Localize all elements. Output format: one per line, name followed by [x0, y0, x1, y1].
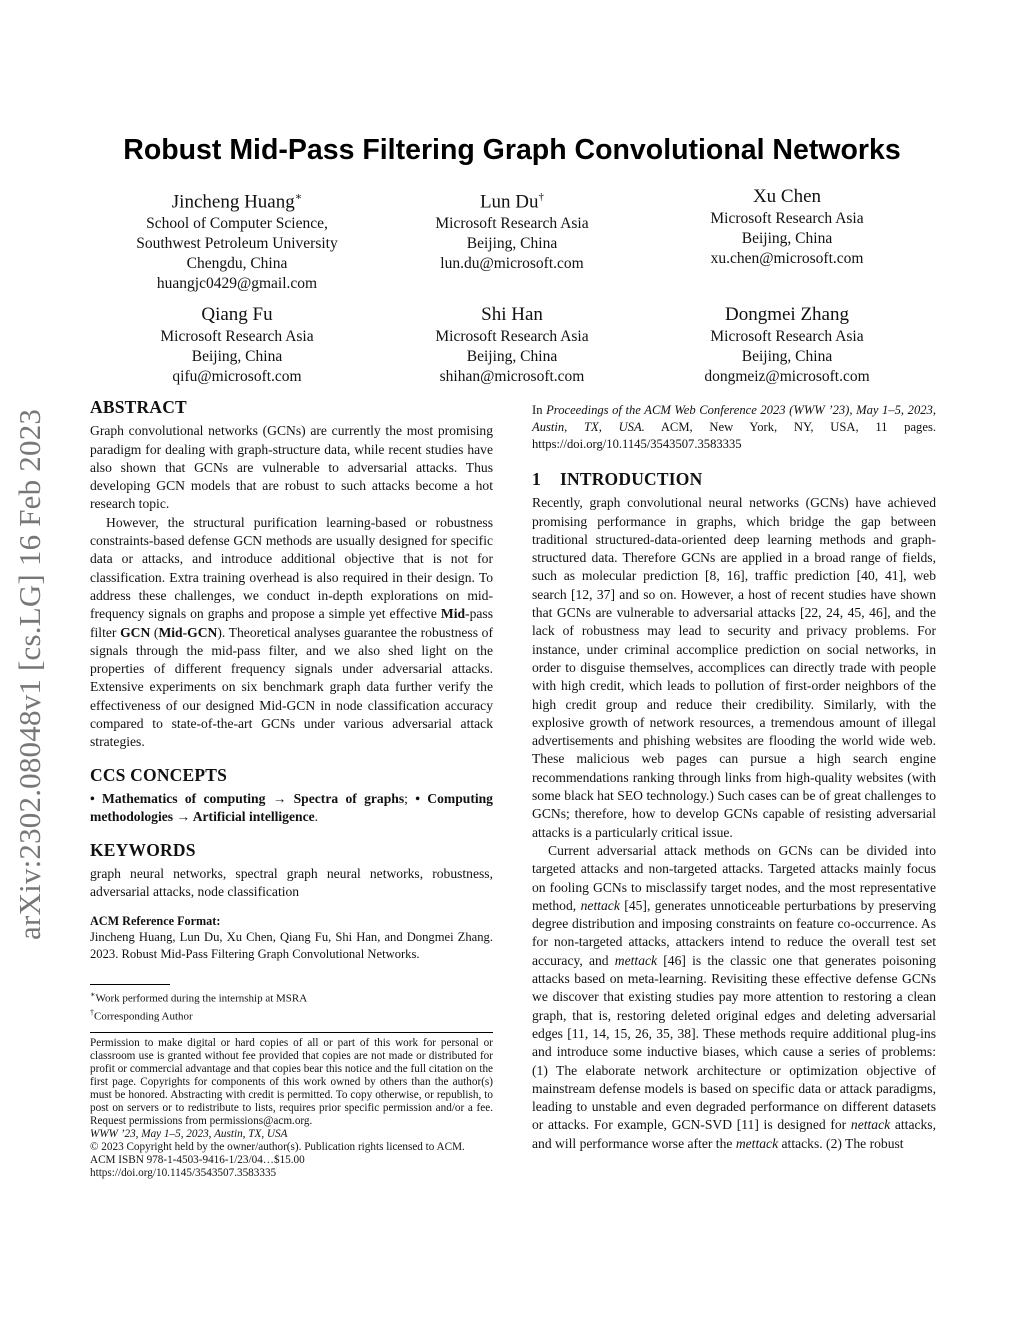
author-affiliation: Microsoft Research Asia: [435, 215, 589, 233]
arxiv-sidebar-stamp: arXiv:2302.08048v1 [cs.LG] 16 Feb 2023: [12, 408, 47, 940]
section-number: 1: [532, 469, 541, 489]
author-affiliation: Microsoft Research Asia: [160, 328, 314, 345]
acm-ref-prefix: In: [532, 403, 547, 417]
footnote-rule: [90, 984, 170, 985]
author-name: Dongmei Zhang: [724, 304, 849, 325]
keywords-heading: KEYWORDS: [90, 839, 196, 860]
author-mark: †: [538, 191, 545, 203]
footnote-item: [90, 988, 307, 1006]
copyright-line: © 2023 Copyright held by the owner/author(s). Publication rights licensed to ACM.: [90, 1141, 465, 1153]
acm-ref-suffix: ACM, New York, NY, USA, 11 pages. https://doi.org/10.1145/3543507.3583335: [532, 420, 936, 451]
intro-italic-term: mettack: [735, 1135, 779, 1151]
paper-title: Robust Mid-Pass Filtering Graph Convolutional Networks: [123, 134, 901, 166]
author-name: Lun Du: [479, 191, 539, 213]
intro-paragraph-1: Recently, graph convolutional neural networks (GCNs) have achieved promising performance in graphs, which bridge the gap between traditional structured-data-oriented deep learning methods and graph-structured data. Therefore GCNs are applied in a broad range of fields, such as molecular prediction [8, 16], traffic prediction [40, 41], web search [12, 37] and so on. However, a host of recent studies have shown that GCNs are vulnerable to adversarial attacks [22, 24, 45, 46], and the lack of robustness may lead to security and privacy problems. For instance, under criminal accomplice prediction on social networks, in order to disguise themselves, accomplices can directly trade with people with high credit, which leads to pollution of first-order neighbors of the high credit group and reduce their credibility. Similarly, with the explosive growth of network resources, a tremendous amount of illegal advertisements and phishing websites are flooding the world wide web. These malicious web pages can pursue a high search engine recommendations ranking through links from high-quality websites (with some black hat SEO technology.) Such cases can be of great challenges to GCNs; therefore, how to develop GCNs capable of resisting adversarial attacks is a particularly critical issue.: [532, 495, 936, 840]
left-column: [90, 398, 493, 963]
author-location: Beijing, China: [741, 230, 833, 247]
venue-line: WWW ’23, May 1–5, 2023, Austin, TX, USA: [90, 1128, 288, 1140]
ccs-concept-2: • Computing methodologies → Artificial intelligence: [90, 790, 493, 825]
acm-ref-text: Jincheng Huang, Lun Du, Xu Chen, Qiang Fu, Shi Han, and Dongmei Zhang. 2023. Robust Mid-Pass Filtering Graph Convolutional Networks.: [90, 930, 493, 962]
footnote-item: [90, 1006, 307, 1024]
acm-ref-continuation: [532, 402, 936, 453]
author-email: huangjc0429@gmail.com: [156, 275, 318, 293]
intro-text: [45], generates unnoticeable perturbations by preserving degree distribution and imposing constraints on feature co-occurrence. As for non-targeted attacks, attackers intend to reduce the overall test set accuracy, and: [532, 897, 937, 968]
intro-text: attacks. (2) The robust: [778, 1135, 904, 1151]
footnote-mark: ∗: [90, 990, 96, 999]
author-email: xu.chen@microsoft.com: [710, 250, 864, 267]
ccs-separator: ;: [404, 790, 416, 806]
abstract-paragraph-2: [90, 514, 493, 752]
abstract-text: -pass filter: [90, 606, 493, 640]
author-mark: ∗: [294, 191, 303, 203]
ccs-end: .: [314, 809, 319, 825]
author-name: Shi Han: [481, 304, 543, 325]
acm-ref-heading: ACM Reference Format:: [90, 914, 221, 929]
footnote-text: Work performed during the internship at MSRA: [95, 992, 308, 1005]
author-location: Beijing, China: [191, 348, 283, 365]
author-affiliation: Microsoft Research Asia: [710, 210, 864, 227]
author-block-4: [87, 304, 387, 387]
author-name: Qiang Fu: [201, 304, 273, 325]
intro-text: attacks, and will performance worse after the: [532, 1117, 936, 1151]
author-block-6: [637, 304, 937, 387]
author-affiliation: Microsoft Research Asia: [435, 328, 589, 345]
author-name: Jincheng Huang: [171, 191, 295, 213]
isbn-line: ACM ISBN 978-1-4503-9416-1/23/04…$15.00: [90, 1154, 305, 1166]
author-email: qifu@microsoft.com: [172, 368, 302, 385]
section-title: INTRODUCTION: [560, 469, 703, 489]
introduction-heading: [532, 470, 936, 488]
author-location: Beijing, China: [466, 235, 558, 253]
author-location: Beijing, China: [741, 348, 833, 365]
footnote-text: Corresponding Author: [94, 1010, 193, 1023]
intro-text: [46] is the classic one that generates poisoning attacks based on meta-learning. Revisiting these effective defense GCNs we discover that existing studies pay more attention to restoring a clean graph, that is, restoring deleted original edges and deleting adversarial edges [11, 14, 15, 26, 35, 38]. These methods require additional plug-ins and introduce some inductive biases, which cause a series of problems: (1) The elaborate network architecture or optimization objective of mainstream defense models is based on specific data or attack paradigms, leading to unstable and even degraded performance on different datasets or attacks. For example, GCN-SVD [11] is designed for: [532, 952, 937, 1133]
abstract-bold-term: Mid-GCN: [158, 624, 218, 640]
author-location: Beijing, China: [466, 348, 558, 365]
author-email: lun.du@microsoft.com: [440, 255, 584, 273]
abstract-bold-term: GCN: [120, 624, 151, 640]
ccs-concepts: [90, 790, 493, 827]
author-block-1: [87, 186, 387, 294]
abstract-text: However, the structural purification learning-based or robustness constraints-based defense GCN methods are usually designed for specific data or attacks, and introduce additional objective that is not for classification. Extra training overhead is also required in their design. To address these challenges, we conduct in-depth explorations on mid-frequency signals on graphs and propose a simple yet effective: [90, 514, 493, 622]
abstract-paragraph: Graph convolutional networks (GCNs) are currently the most promising paradigm for dealing with graph-structure data, while recent studies have also shown that GCNs are vulnerable to adversarial attacks. Thus developing GCN models that are robust to such attacks become a hot research topic.: [90, 423, 493, 512]
footnotes: [90, 988, 307, 1023]
ccs-heading: CCS CONCEPTS: [90, 764, 228, 785]
author-email: shihan@microsoft.com: [439, 368, 585, 385]
right-column: [532, 402, 936, 1153]
abstract-bold-term: Mid: [440, 606, 466, 622]
acm-ref-venue: Proceedings of the ACM Web Conference 2023 (WWW ’23), May 1–5, 2023, Austin, TX, USA.: [532, 403, 936, 434]
doi-line: https://doi.org/10.1145/3543507.3583335: [90, 1167, 277, 1179]
abstract-heading: ABSTRACT: [90, 397, 187, 417]
intro-italic-term: mettack: [614, 952, 658, 968]
author-name: Xu Chen: [752, 186, 822, 207]
abstract-text: ). Theoretical analyses guarantee the robustness of signals through the mid-pass filter, and we also shed light on the properties of different frequency signals under adversarial attacks. Extensive experiments on six benchmark graph data further verify the effectiveness of our designed Mid-GCN in node classification accuracy compared to state-of-the-art GCNs under various adversarial attack strategies.: [90, 624, 493, 750]
author-affiliation: Microsoft Research Asia: [710, 328, 864, 345]
intro-italic-term: nettack: [580, 897, 620, 913]
author-affiliation: School of Computer Science,: [146, 215, 328, 233]
intro-paragraph-2: [532, 842, 936, 1153]
ccs-concept-1: • Mathematics of computing → Spectra of graphs: [90, 790, 405, 806]
footnote-mark: †: [90, 1007, 94, 1017]
author-block-3: [637, 186, 937, 269]
author-block-5: [362, 304, 662, 387]
author-location: Chengdu, China: [186, 255, 288, 273]
abstract-text: (: [150, 624, 159, 640]
permission-text: Permission to make digital or hard copies of all or part of this work for personal or classroom use is granted without fee provided that copies are not made or distributed for profit or commercial advantage and that copies bear this notice and the full citation on the first page. Copyrights for components of this work owned by others than the author(s) must be honored. Abstracting with credit is permitted. To copy otherwise, or republish, to post on servers or to redistribute to lists, requires prior specific permission and/or a fee. Request permissions from permissions@acm.org.: [90, 1037, 493, 1127]
intro-text: Current adversarial attack methods on GCNs can be divided into targeted attacks and non-targeted attacks. Targeted attacks mainly focus on fooling GCNs to misclassify target nodes, and the most representative method,: [532, 842, 936, 913]
author-block-2: [362, 186, 662, 274]
permission-block: [90, 1037, 493, 1180]
author-email: dongmeiz@microsoft.com: [704, 368, 870, 385]
author-affiliation: Southwest Petroleum University: [136, 235, 338, 253]
intro-italic-term: nettack: [850, 1117, 891, 1133]
keywords-text: graph neural networks, spectral graph neural networks, robustness, adversarial attacks, node classification: [90, 865, 493, 900]
permission-rule: [90, 1032, 493, 1033]
